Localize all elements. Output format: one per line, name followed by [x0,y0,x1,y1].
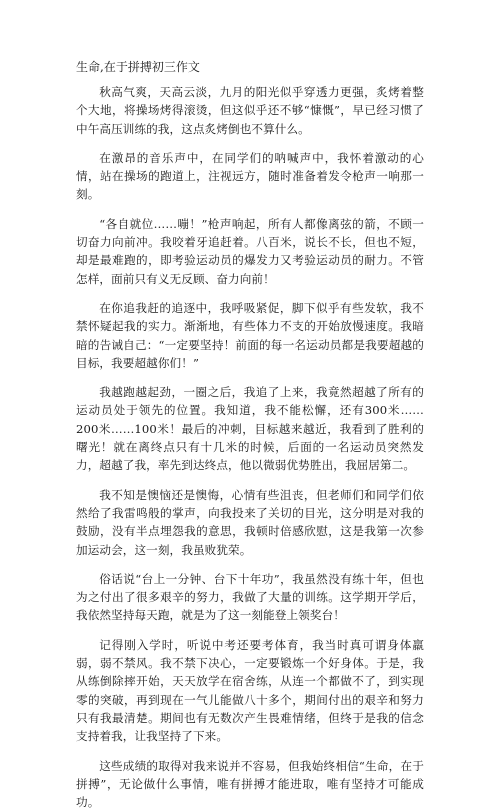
paragraph-1: 秋高气爽，天高云淡，九月的阳光似乎穿透力更强，炙烤着整个大地，将操场烤得滚烫，但这似乎还不够“慷慨”，早已经习惯了中午高压训练的我，这点炙烤倒也不算什么。 [76,83,424,138]
paragraph-5: 我越跑越起劲，一圈之后，我追了上来，我竟然超越了所有的运动员处于领先的位置。我知道，我不能松懈，还有300米……200米……100米！最后的冲刺，目标越来越近，我看到了胜利的曙光！就在离终点只有十几米的时候，后面的一名运动员突然发力，超越了我，率先到达终点，他以微弱优势胜出，我屈居第二。 [76,383,424,474]
paragraph-2: 在激昂的音乐声中，在同学们的呐喊声中，我怀着激动的心情，站在操场的跑道上，注视远方，随时准备着发令枪声一响那一刻。 [76,149,424,204]
paragraph-3: “各自就位……嘣！”枪声响起，所有人都像离弦的箭，不顾一切奋力向前冲。我咬着牙追赶着。八百米，说长不长，但也不短，却是最难跑的，即考验运动员的爆发力又考验运动员的耐力。不管怎样，面前只有义无反顾、奋力向前！ [76,215,424,288]
document-page [76,57,424,566]
paragraph-8: 记得刚入学时，听说中考还要考体育，我当时真可谓身体羸弱，弱不禁风。我不禁下决心，一定要锻炼一个好身体。于是，我从练倒除摔开始，天天放学在宿舍练，从连一个都做不了，到实现零的突破，再到现在一气儿能做八十多个，期间付出的艰辛和努力只有我最清楚。期间也有无数次产生畏难情绪，但终于是我的信念支持着我，让我坚持了下来。 [76,636,424,746]
paragraph-4: 在你追我赶的追逐中，我呼吸紧促，脚下似乎有些发软，我不禁怀疑起我的实力。渐渐地，有些体力不支的开始放慢速度。我暗暗的告诫自己：“一定要坚持！前面的每一名运动员都是我要超越的目标，我要超越你们！” [76,299,424,372]
document-title: 生命,在于拼搏初三作文 [76,57,424,77]
paragraph-6: 我不知是懊恼还是懊悔，心情有些沮丧，但老师们和同学们依然给了我雷鸣般的掌声，向我投来了关切的目光，这分明是对我的鼓励，没有半点埋怨我的意思，我顿时倍感欣慰，这是我第一次参加运动会，这一刻，我虽败犹荣。 [76,486,424,559]
paragraph-7: 俗话说“台上一分钟、台下十年功”，我虽然没有练十年，但也为之付出了很多艰辛的努力，我做了大量的训练。这学期开学后，我依然坚持每天跑，就是为了这一刻能登上领奖台！ [76,570,424,625]
paragraph-9: 这些成绩的取得对我来说并不容易，但我始终相信“生命，在于拼搏”，无论做什么事情，唯有拼搏才能进取，唯有坚持才可能成功。 [76,757,424,811]
